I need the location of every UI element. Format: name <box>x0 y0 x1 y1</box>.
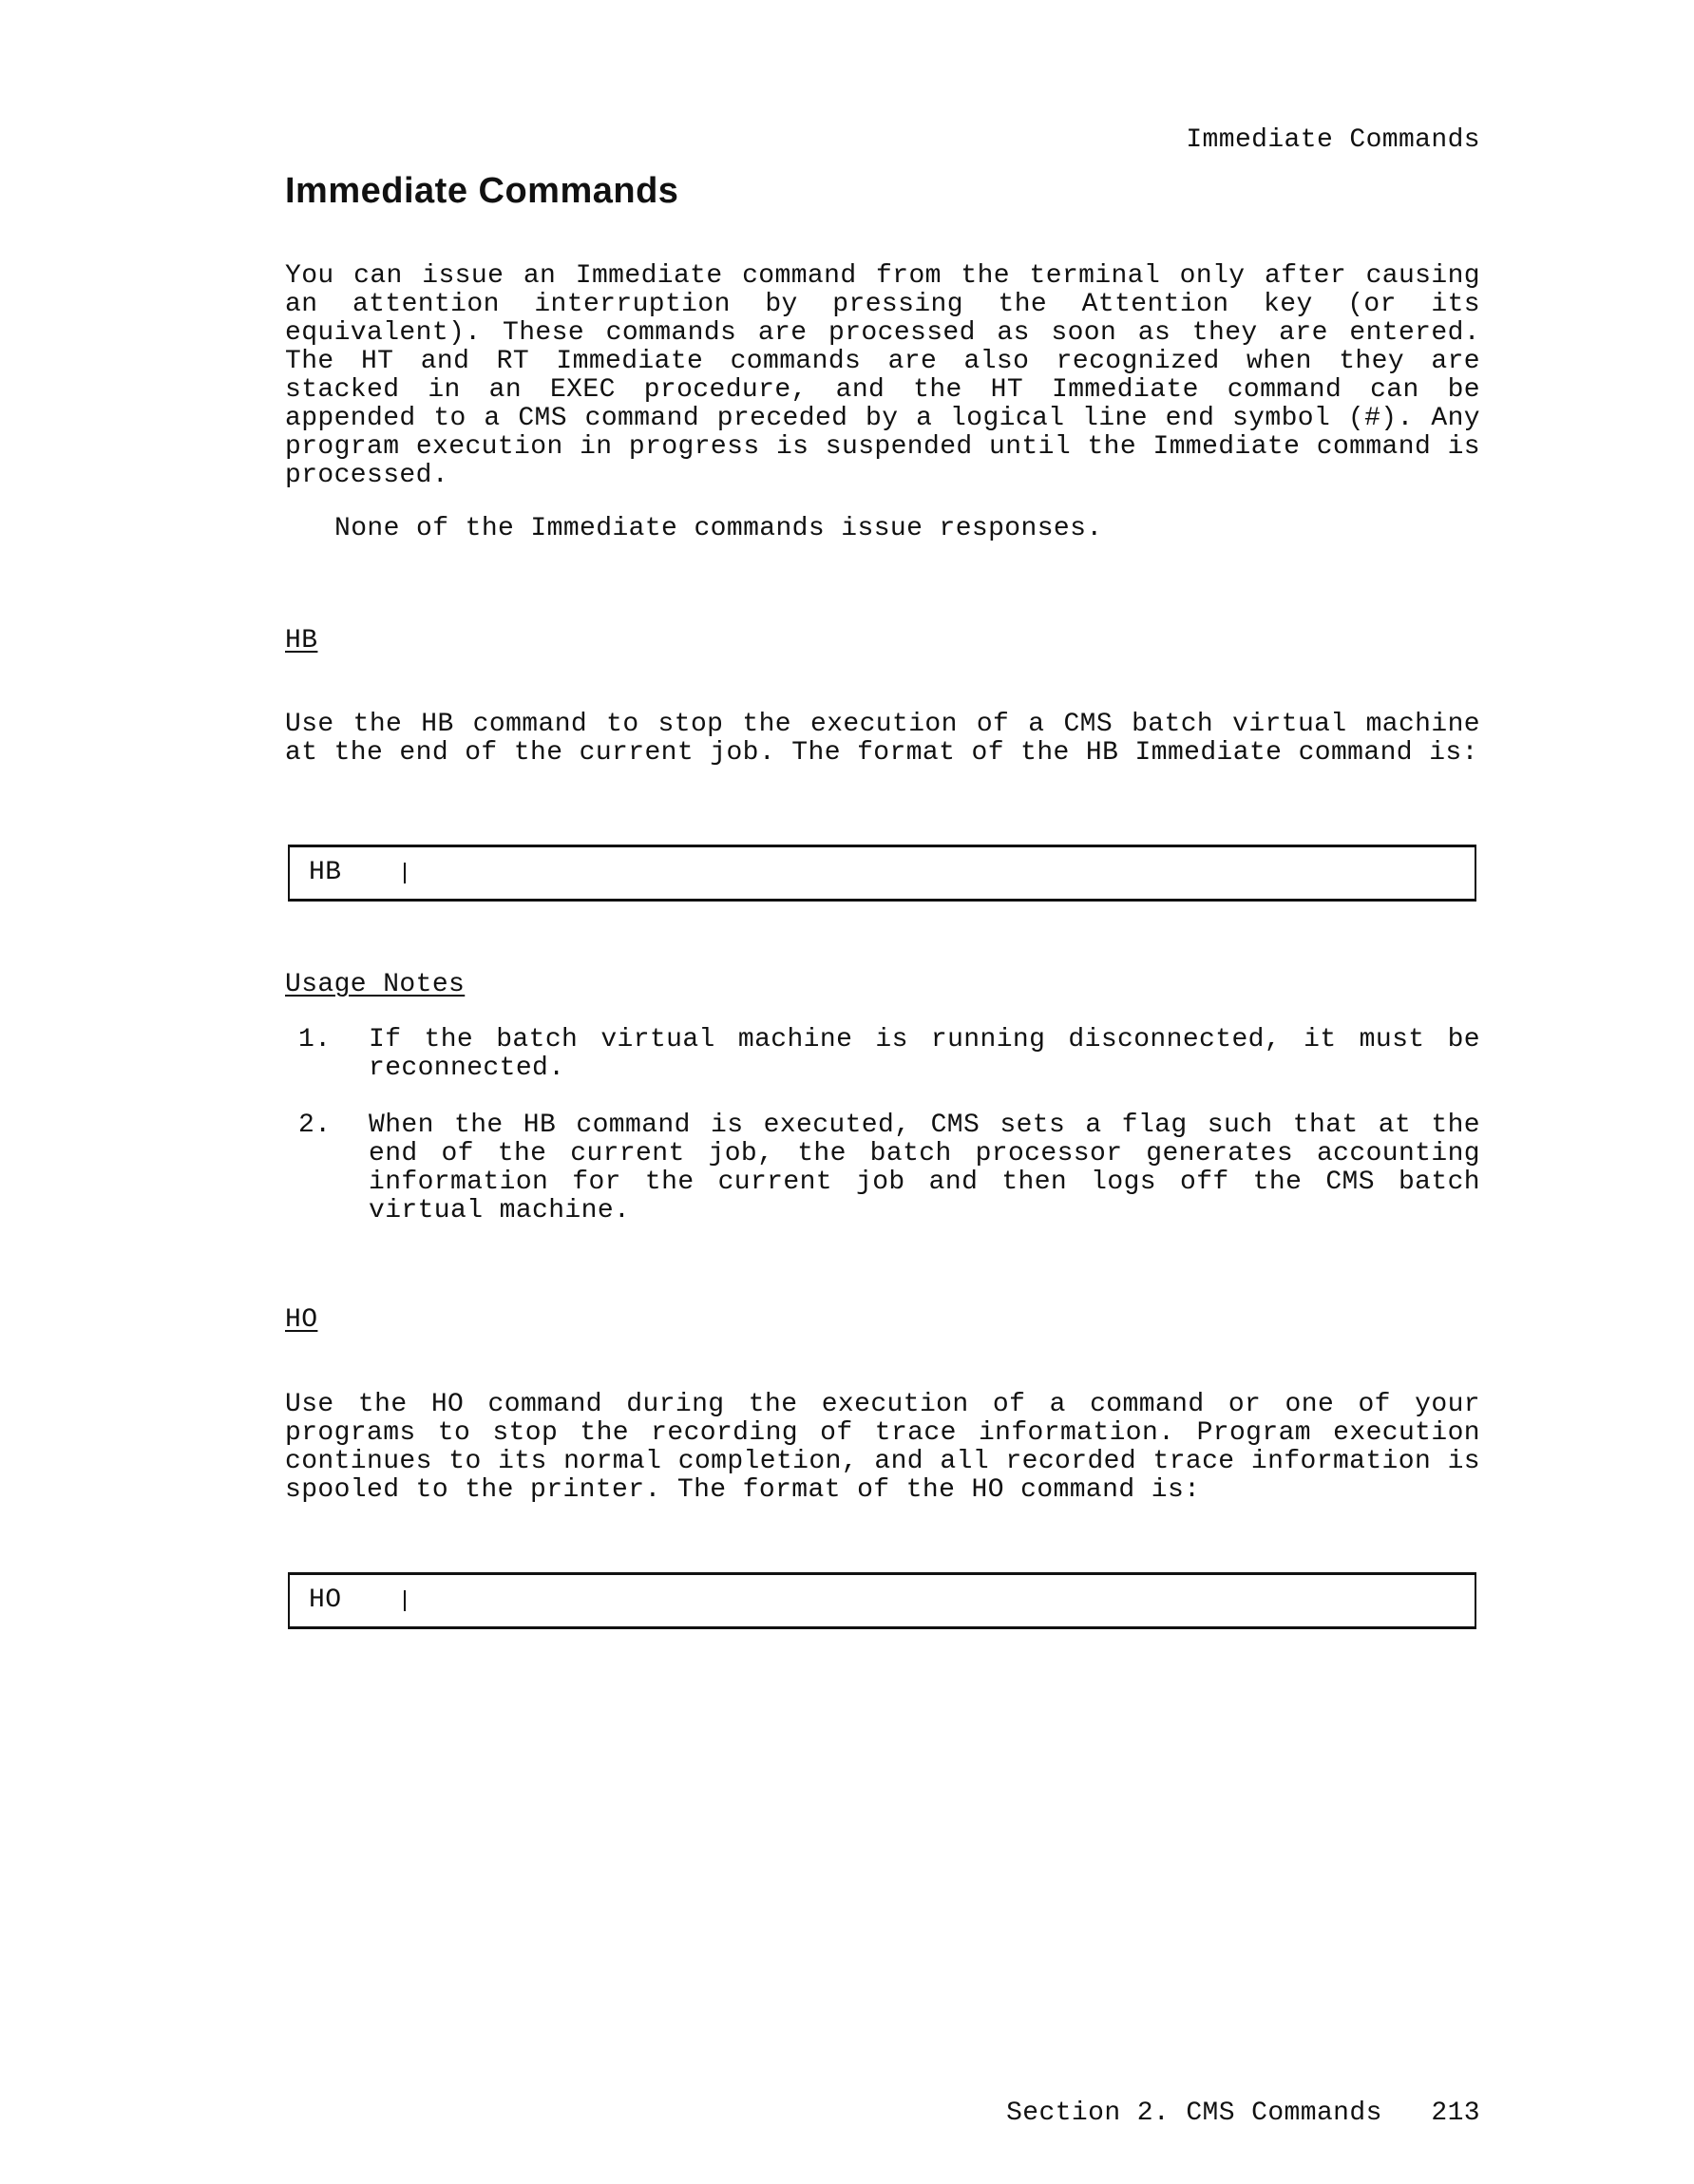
page-title: Immediate Commands <box>285 171 679 211</box>
ho-heading: HO <box>285 1305 318 1335</box>
usage-note-text: When the HB command is executed, CMS sets a flag such that at the end of the current job, the batch processor generates accounting information for the current job and then logs off the CMS batch virtual machine. <box>369 1111 1480 1225</box>
hb-heading: HB <box>285 626 318 655</box>
page-number: 213 <box>1431 2099 1480 2128</box>
ho-syntax-box <box>288 1572 1476 1629</box>
usage-note-number: 1. <box>298 1025 332 1054</box>
running-header <box>1153 98 1480 155</box>
hb-syntax-divider <box>404 863 406 883</box>
running-footer <box>974 2071 1480 2128</box>
usage-notes-heading: Usage Notes <box>285 970 466 999</box>
ho-syntax-keyword: HO <box>309 1586 342 1615</box>
footer-spacer <box>1382 2099 1432 2128</box>
usage-note-item <box>285 1026 1480 1083</box>
running-header-title: Immediate Commands <box>1186 125 1480 155</box>
hb-description: Use the HB command to stop the execution of a CMS batch virtual machine at the end of the current job. The format of the HB Immediate command is: <box>285 710 1480 768</box>
hb-syntax-keyword: HB <box>309 858 342 887</box>
ho-description: Use the HO command during the execution of a command or one of your programs to stop the recording of trace information. Program execution continues to its normal completion, and all recorded trace information is spooled to the printer. The format of the HO command is: <box>285 1390 1480 1505</box>
ho-syntax-divider <box>404 1590 406 1611</box>
intro-note: None of the Immediate commands issue responses. <box>334 514 1103 543</box>
usage-note-item <box>285 1111 1480 1225</box>
usage-notes-list <box>285 1026 1480 1254</box>
usage-note-text: If the batch virtual machine is running disconnected, it must be reconnected. <box>369 1025 1480 1083</box>
intro-paragraph: You can issue an Immediate command from the terminal only after causing an attention interruption by pressing the Attention key (or its equivalent). These commands are processed as soon as they are entered. The HT and RT Immediate commands are also recognized when they are stacked in an EXEC procedure, and the HT Immediate command can be appended to a CMS command preceded by a logical line end symbol (#). Any program execution in progress is suspended until the Immediate command is processed. <box>285 261 1480 490</box>
footer-section: Section 2. CMS Commands <box>1006 2099 1382 2128</box>
usage-note-number: 2. <box>298 1111 332 1140</box>
hb-syntax-box <box>288 845 1476 902</box>
